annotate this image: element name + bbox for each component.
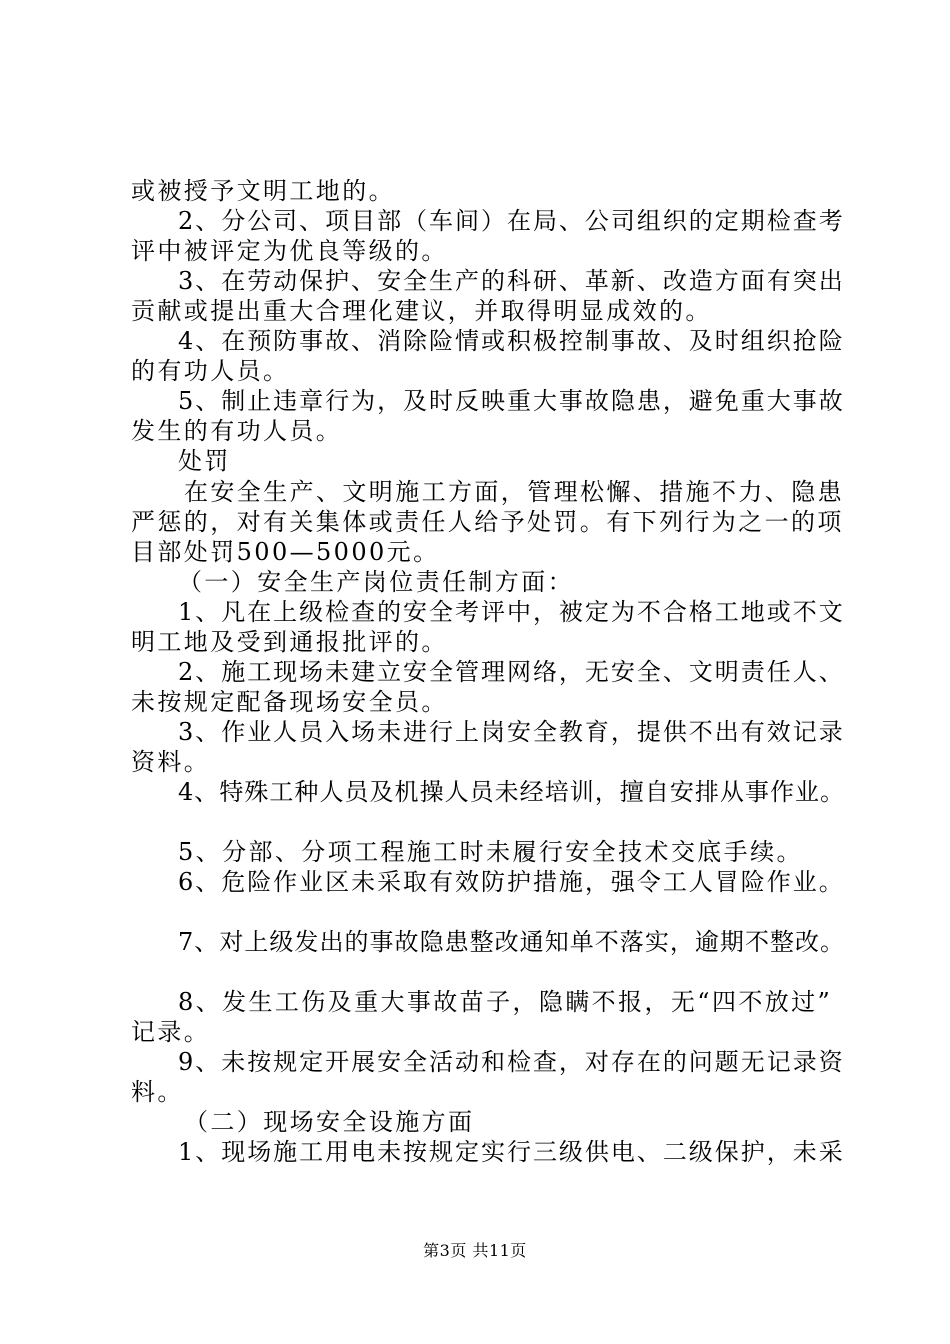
text-line: 未按规定配备现场安全员。 <box>131 688 448 716</box>
section-heading: 处罚 <box>178 447 231 475</box>
text-line: 2、分公司、项目部（车间）在局、公司组织的定期检查考 <box>178 207 845 235</box>
text-line: 目部处罚500—5000元。 <box>131 538 440 566</box>
text-line: 料。 <box>131 1078 184 1106</box>
text-line: 贡献或提出重大合理化建议，并取得明显成效的。 <box>131 297 712 325</box>
text-line: 5、制止违章行为，及时反映重大事故隐患，避免重大事故 <box>178 387 845 415</box>
text-line: 4、在预防事故、消除险情或积极控制事故、及时组织抢险 <box>178 327 845 355</box>
text-line: 6、危险作业区未采取有效防护措施，强令工人冒险作业。 <box>178 868 845 896</box>
text-line: 或被授予文明工地的。 <box>131 177 395 205</box>
text-line: 1、凡在上级检查的安全考评中，被定为不合格工地或不文 <box>178 598 845 626</box>
subsection-heading: （一）安全生产岗位责任制方面： <box>178 568 574 596</box>
text-line: 3、作业人员入场未进行上岗安全教育，提供不出有效记录 <box>178 718 845 746</box>
text-line: 4、特殊工种人员及机操人员未经培训，擅自安排从事作业。 <box>178 778 846 806</box>
text-line: 2、施工现场未建立安全管理网络，无安全、文明责任人、 <box>178 658 845 686</box>
text-line: 严惩的，对有关集体或责任人给予处罚。有下列行为之一的项 <box>131 508 844 536</box>
text-line: 1、现场施工用电未按规定实行三级供电、二级保护，未采 <box>178 1138 845 1166</box>
text-line: 评中被评定为优良等级的。 <box>131 237 448 265</box>
text-line: 资料。 <box>131 748 211 776</box>
text-line: 7、对上级发出的事故隐患整改通知单不落实，逾期不整改。 <box>178 928 846 956</box>
text-line: 5、分部、分项工程施工时未履行安全技术交底手续。 <box>178 838 803 866</box>
text-line: 在安全生产、文明施工方面，管理松懈、措施不力、隐患 <box>184 478 844 506</box>
subsection-heading: （二）现场安全设施方面 <box>184 1108 475 1136</box>
text-line: 3、在劳动保护、安全生产的科研、革新、改造方面有突出 <box>178 267 845 295</box>
page-number-footer: 第3页 共11页 <box>423 1241 527 1260</box>
text-line: 9、未按规定开展安全活动和检查，对存在的问题无记录资 <box>178 1048 845 1076</box>
text-line: 8、发生工伤及重大事故苗子，隐瞒不报，无“四不放过” <box>178 988 833 1016</box>
text-line: 明工地及受到通报批评的。 <box>131 628 448 656</box>
text-line: 发生的有功人员。 <box>131 417 343 445</box>
text-line: 的有功人员。 <box>131 357 290 385</box>
text-line: 记录。 <box>131 1018 211 1046</box>
